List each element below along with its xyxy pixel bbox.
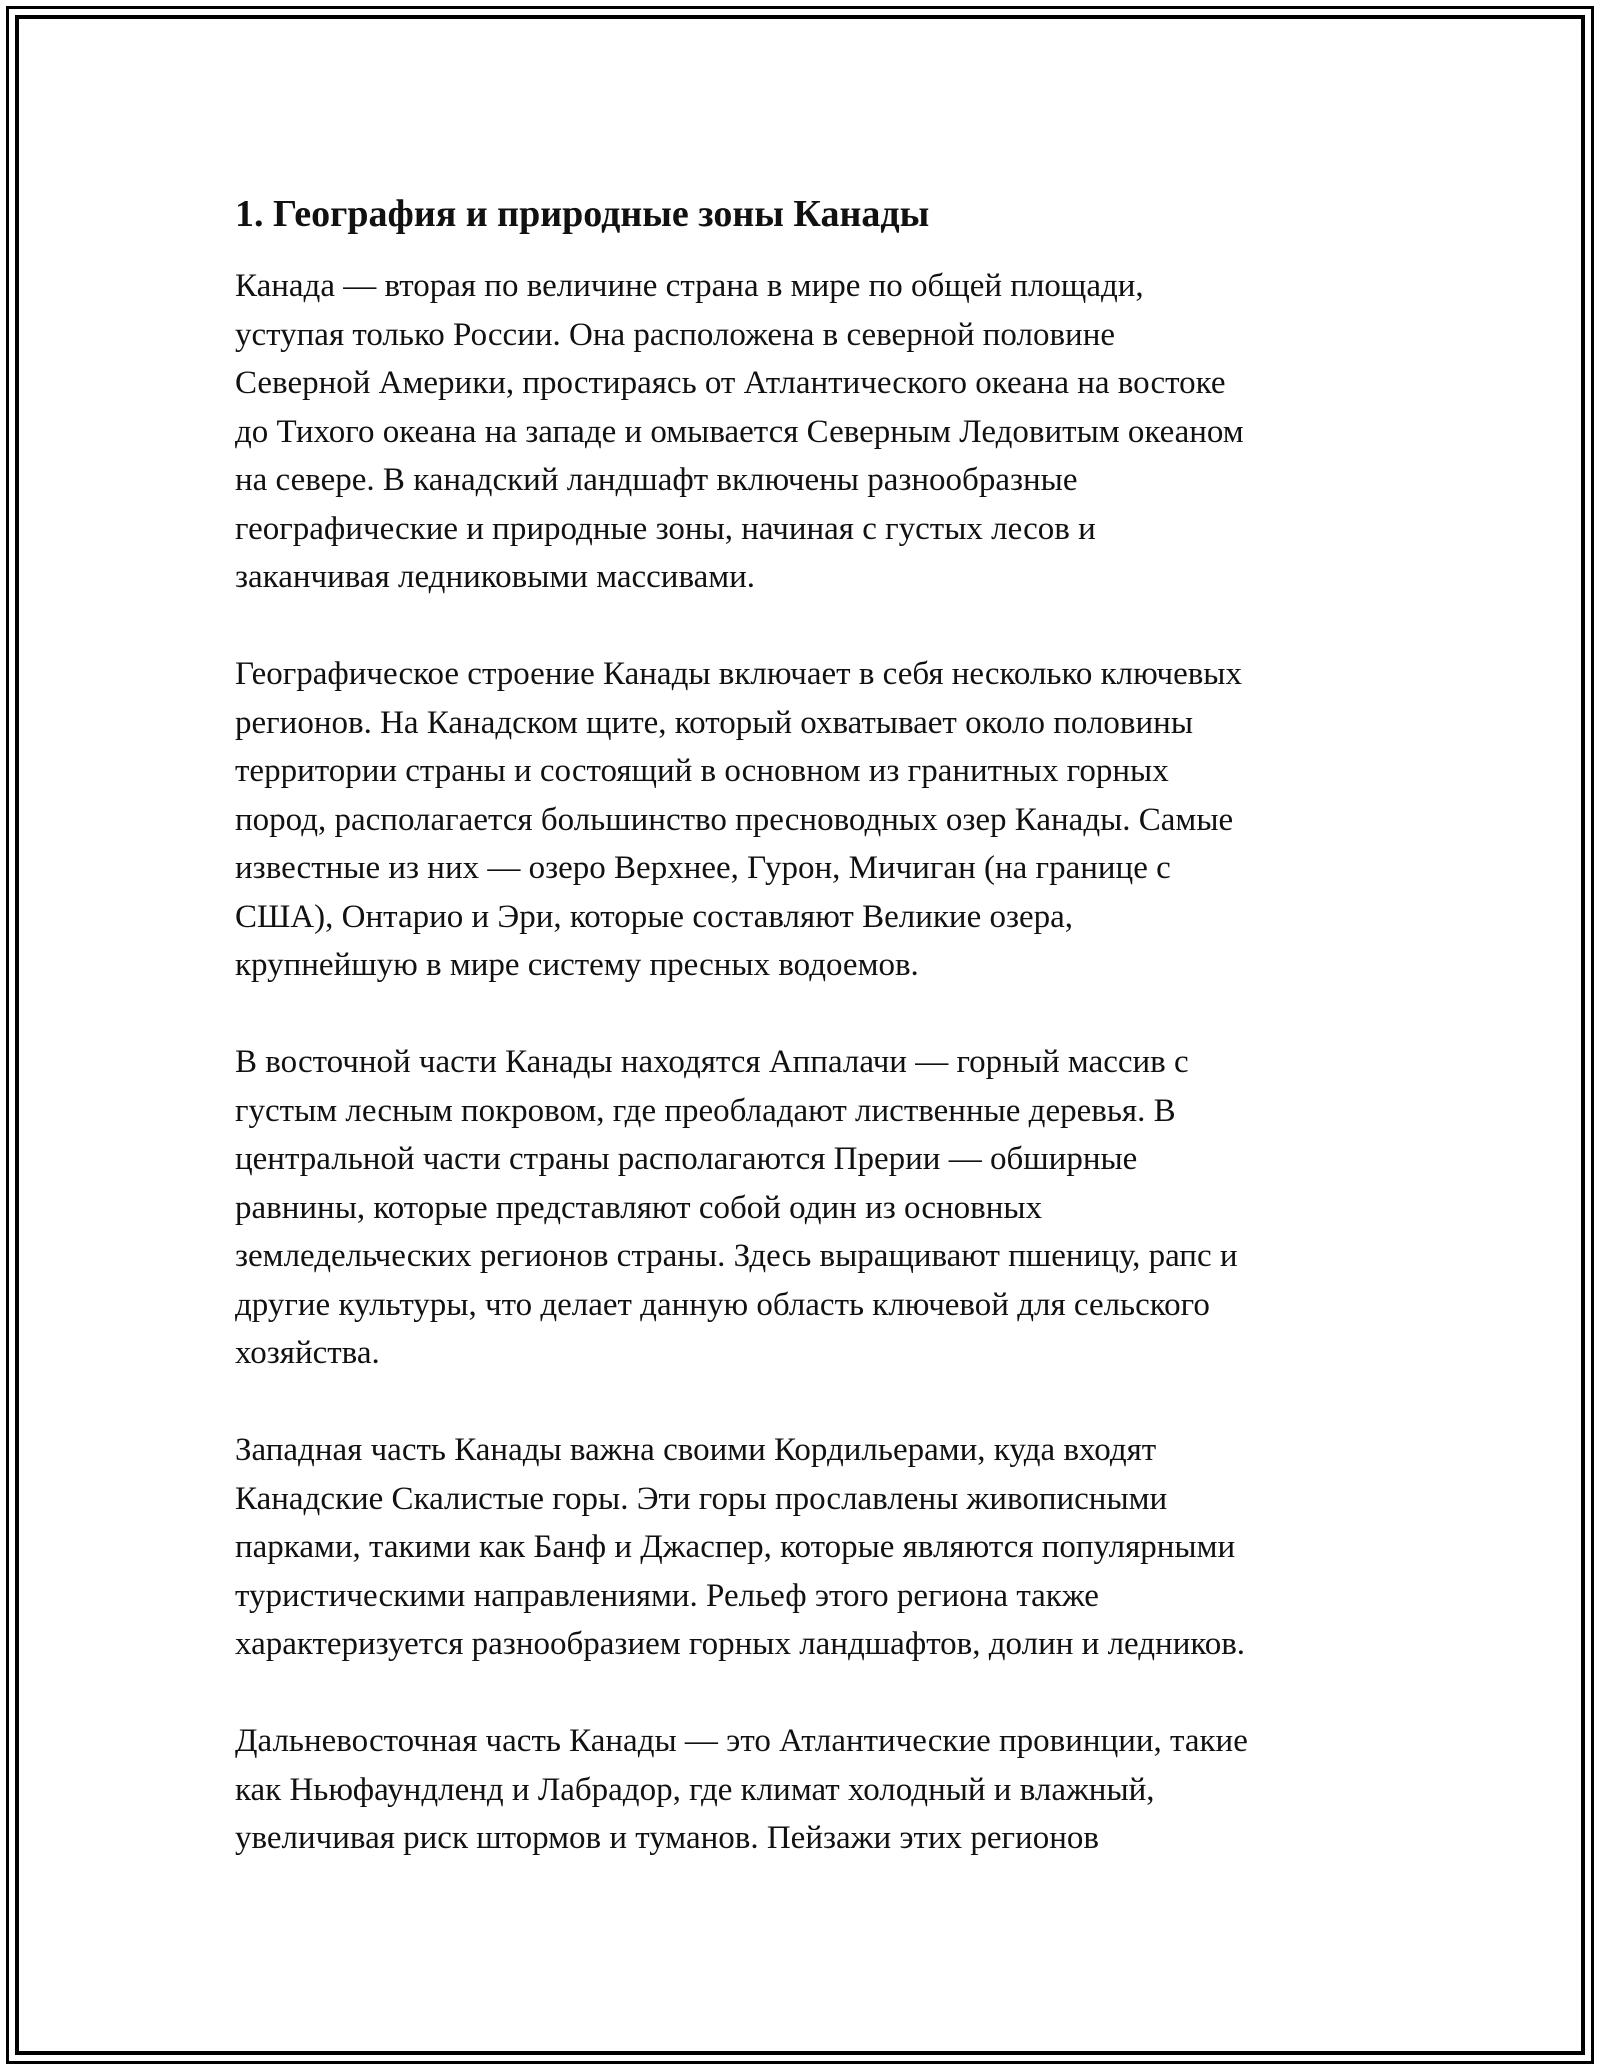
text-line: другие культуры, что делает данную область ключевой для сельского	[235, 1286, 1210, 1323]
text-line: Канадские Скалистые горы. Эти горы прославлены живописными	[235, 1480, 1168, 1517]
text-line: известные из них — озеро Верхнее, Гурон, Мичиган (на границе с	[235, 850, 1171, 886]
text-line: Дальневосточная часть Канады — это Атлантические провинции, такие	[235, 1723, 1248, 1759]
paragraph-3	[235, 1038, 1375, 1378]
text-line: земледельческих регионов страны. Здесь выращивают пшеницу, рапс и	[235, 1238, 1238, 1274]
section-heading: 1. География и природные зоны Канады	[235, 193, 930, 235]
text-line: характеризуется разнообразием горных ландшафтов, долин и ледников.	[235, 1626, 1246, 1662]
document-body	[235, 190, 1375, 1911]
text-line: уступая только России. Она расположена в северной половине	[235, 316, 1116, 353]
text-line: хозяйства.	[235, 1335, 380, 1371]
text-line: Географическое строение Канады включает в себя несколько ключевых	[235, 656, 1242, 692]
text-line: пород, располагается большинство пресноводных озер Канады. Самые	[235, 801, 1234, 838]
paragraph-5	[235, 1717, 1375, 1863]
text-line: на севере. В канадский ландшафт включены разнообразные	[235, 462, 1078, 498]
text-line: центральной части страны располагаются Прерии — обширные	[235, 1141, 1138, 1177]
text-line: Северной Америки, простираясь от Атлантического океана на востоке	[235, 365, 1226, 401]
text-line: В восточной части Канады находятся Аппалачи — горный массив с	[235, 1044, 1189, 1080]
text-line: густым лесным покровом, где преобладают лиственные деревья. В	[235, 1092, 1176, 1129]
text-line: туристическими направлениями. Рельеф этого региона также	[235, 1577, 1099, 1614]
text-line: крупнейшую в мире систему пресных водоемов.	[235, 947, 919, 983]
text-line: парками, такими как Банф и Джаспер, которые являются популярными	[235, 1529, 1236, 1565]
text-line: как Ньюфаундленд и Лабрадор, где климат холодный и влажный,	[235, 1771, 1155, 1808]
text-line: равнины, которые представляют собой один из основных	[235, 1189, 1043, 1226]
paragraph-1	[235, 262, 1375, 602]
text-line: Западная часть Канады важна своими Кордильерами, куда входят	[235, 1432, 1157, 1468]
text-line: Канада — вторая по величине страна в мире по общей площади,	[235, 268, 1144, 304]
paragraph-2	[235, 650, 1375, 990]
text-line: географические и природные зоны, начиная с густых лесов и	[235, 510, 1096, 547]
text-line: увеличивая риск штормов и туманов. Пейзажи этих регионов	[235, 1820, 1099, 1856]
text-line: до Тихого океана на западе и омывается Северным Ледовитым океаном	[235, 413, 1244, 450]
text-line: территории страны и состоящий в основном из гранитных горных	[235, 753, 1169, 789]
text-line: США), Онтарио и Эри, которые составляют Великие озера,	[235, 898, 1074, 935]
text-line: заканчивая ледниковыми массивами.	[235, 559, 756, 595]
text-line: регионов. На Канадском щите, который охватывает около половины	[235, 704, 1193, 741]
paragraph-4	[235, 1426, 1375, 1669]
